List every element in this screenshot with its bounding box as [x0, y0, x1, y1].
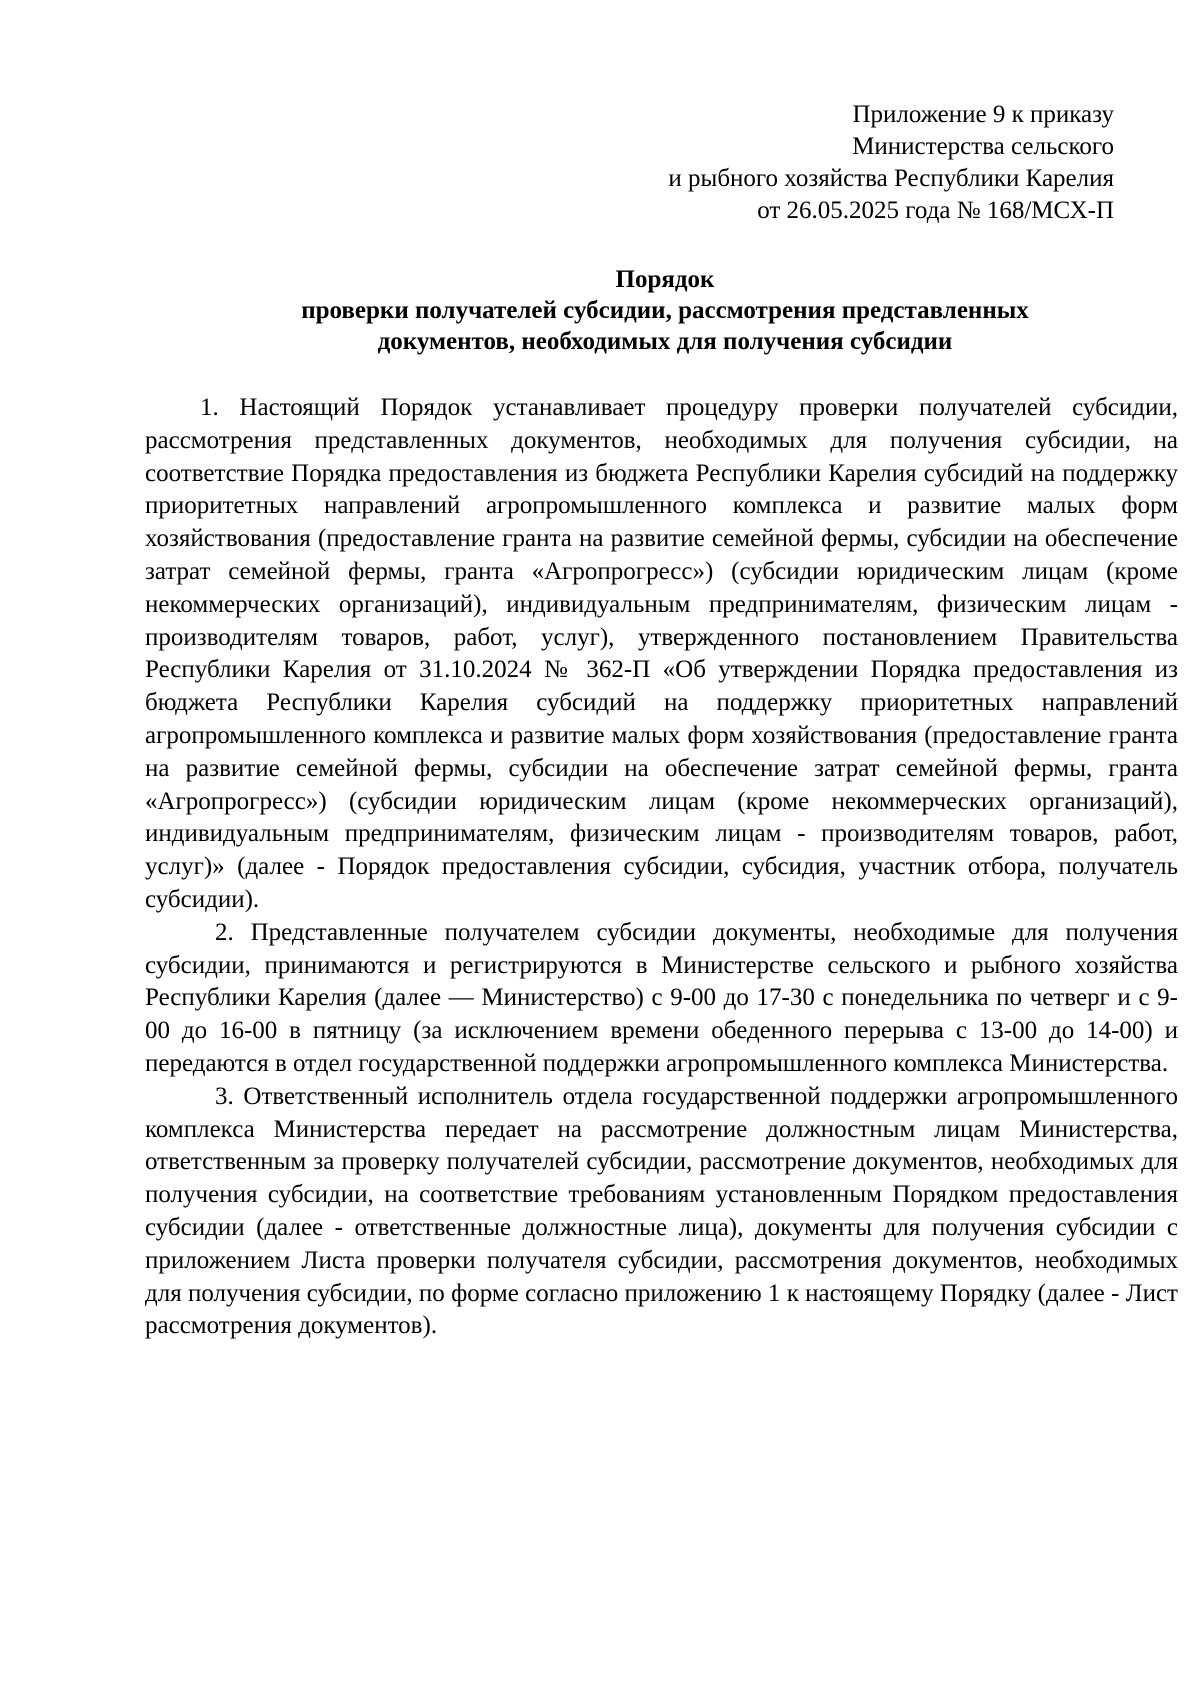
title-line-2: проверки получателей субсидии, рассмотрения представленных [301, 297, 1029, 324]
appendix-header [414, 99, 1114, 227]
appendix-line-2: Министерства сельского [852, 133, 1114, 160]
paragraph-2: 2. Представленные получателем субсидии документы, необходимые для получения субсидии, принимаются и регистрируются в Министерстве сельского и рыбного хозяйства Республики Карелия (далее — Министерство) с 9-00 до 17-30 с понедельника по четверг и с 9-00 до 16-00 в пятницу (за исключением времени обеденного перерыва с 13-00 до 14-00) и передаются в отдел государственной поддержки агропромышленного комплекса Министерства. [145, 918, 1178, 1077]
paragraph-1: 1. Настоящий Порядок устанавливает процедуру проверки получателей субсидии, рассмотрения представленных документов, необходимых для получения субсидии, на соответствие Порядка предоставления из бюджета Республики Карелия субсидий на поддержку приоритетных направлений агропромышленного комплекса и развитие малых форм хозяйствования (предоставление гранта на развитие семейной фермы, субсидии на обеспечение затрат семейной фермы, гранта «Агропрогресс») (субсидии юридическим лицам (кроме некоммерческих организаций), индивидуальным предпринимателям, физическим лицам - производителям товаров, работ, услуг), утвержденного постановлением Правительства Республики Карелия от 31.10.2024 № 362-П «Об утверждении Порядка предоставления из бюджета Республики Карелия субсидий на поддержку приоритетных направлений агропромышленного комплекса и развитие малых форм хозяйствования (предоставление гранта на развитие семейной фермы, субсидии на обеспечение затрат семейной фермы, гранта «Агропрогресс») (субсидии юридическим лицам (кроме некоммерческих организаций), индивидуальным предпринимателям, физическим лицам - производителям товаров, работ, услуг)» (далее - Порядок предоставления субсидии, субсидия, участник отбора, получатель субсидии). [145, 394, 1178, 913]
appendix-line-1: Приложение 9 к приказу [852, 101, 1114, 128]
title-line-3: документов, необходимых для получения субсидии [377, 328, 953, 355]
appendix-line-4: от 26.05.2025 года № 168/МСХ-П [757, 197, 1114, 224]
paragraph-3: 3. Ответственный исполнитель отдела государственной поддержки агропромышленного комплекса Министерства передает на рассмотрение должностным лицам Министерства, ответственным за проверку получателей субсидии, рассмотрение документов, необходимых для получения субсидии, на соответствие требованиям установленным Порядком предоставления субсидии (далее - ответственные должностные лица), документы для получения субсидии с приложением Листа проверки получателя субсидии, рассмотрения документов, необходимых для получения субсидии, по форме согласно приложению 1 к настоящему Порядку (далее - Лист рассмотрения документов). [145, 1082, 1178, 1340]
title-line-1: Порядок [615, 266, 715, 293]
document-body [145, 392, 1178, 1343]
document-title [150, 264, 1180, 357]
appendix-line-3: и рыбного хозяйства Республики Карелия [668, 165, 1114, 192]
